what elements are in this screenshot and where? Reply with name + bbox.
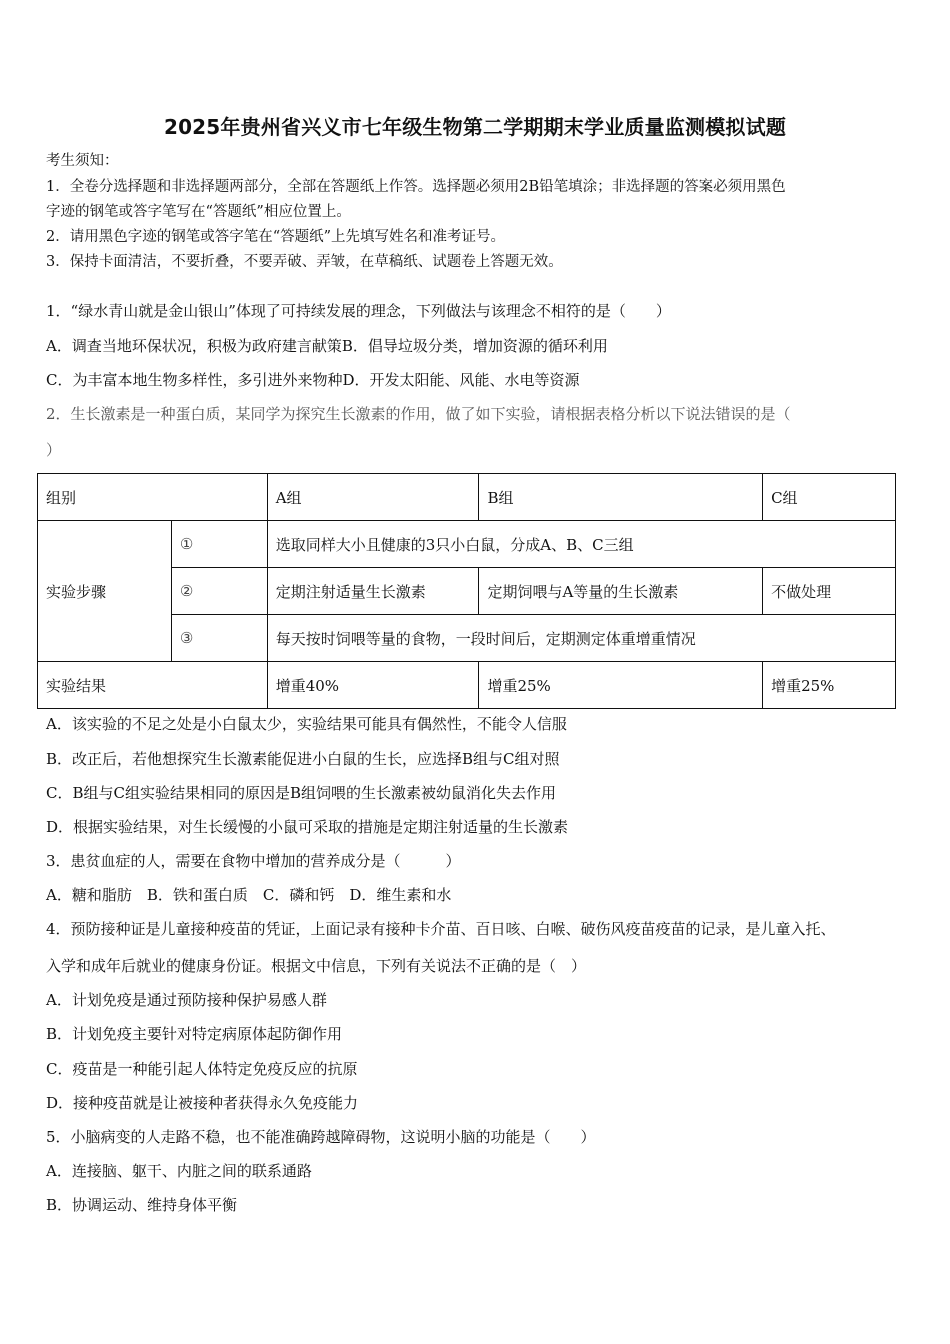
table-cell: A组 xyxy=(267,474,479,521)
table-cell: 每天按时饲喂等量的食物，一段时间后，定期测定体重增重情况 xyxy=(267,615,895,662)
table-cell: ② xyxy=(171,568,267,615)
table-cell: ① xyxy=(171,521,267,568)
table-cell: 增重40% xyxy=(267,662,479,709)
question-2-option: A．该实验的不足之处是小白鼠太少，实验结果可能具有偶然性，不能令人信服 xyxy=(46,715,567,733)
question-5-option: A．连接脑、躯干、内脏之间的联系通路 xyxy=(46,1162,312,1180)
question-1-options: C．为丰富本地生物多样性，多引进外来物种D．开发太阳能、风能、水电等资源 xyxy=(46,371,580,389)
table-cell: 实验结果 xyxy=(38,662,268,709)
notice-item: 2．请用黑色字迹的钢笔或答字笔在“答题纸”上先填写姓名和准考证号。 xyxy=(46,229,506,245)
question-2-option: B．改正后，若他想探究生长激素能促进小白鼠的生长，应选择B组与C组对照 xyxy=(46,750,560,768)
question-2-option: C．B组与C组实验结果相同的原因是B组饲喂的生长激素被幼鼠消化失去作用 xyxy=(46,784,557,802)
table-cell: 选取同样大小且健康的3只小白鼠，分成A、B、C三组 xyxy=(267,521,895,568)
table-cell: 增重25% xyxy=(763,662,896,709)
question-5-stem: 5．小脑病变的人走路不稳，也不能准确跨越障碍物，这说明小脑的功能是（ ） xyxy=(46,1128,596,1146)
question-2-option: D．根据实验结果，对生长缓慢的小鼠可采取的措施是定期注射适量的生长激素 xyxy=(46,818,569,836)
table-cell: ③ xyxy=(171,615,267,662)
exam-title: 2025年贵州省兴义市七年级生物第二学期期末学业质量监测模拟试题 xyxy=(163,115,787,139)
notice-item: 字迹的钢笔或答字笔写在“答题纸”相应位置上。 xyxy=(46,204,351,220)
question-1-options: A．调查当地环保状况，积极为政府建言献策B．倡导垃圾分类，增加资源的循环利用 xyxy=(46,337,608,355)
question-3-stem: 3．患贫血症的人，需要在食物中增加的营养成分是（ ） xyxy=(46,852,461,870)
question-2-stem-end: ） xyxy=(46,441,62,459)
question-5-option: B．协调运动、维持身体平衡 xyxy=(46,1196,238,1214)
table-row xyxy=(38,521,896,568)
table-cell: 定期饲喂与A等量的生长激素 xyxy=(479,568,763,615)
notice-item: 3．保持卡面清洁，不要折叠，不要弄破、弄皱，在草稿纸、试题卷上答题无效。 xyxy=(46,254,563,270)
question-4-option: A．计划免疫是通过预防接种保护易感人群 xyxy=(46,991,327,1009)
question-4-stem: 入学和成年后就业的健康身份证。根据文中信息，下列有关说法不正确的是（ ） xyxy=(46,957,587,975)
question-1-stem: 1．“绿水青山就是金山银山”体现了可持续发展的理念，下列做法与该理念不相符的是（ ） xyxy=(46,302,671,320)
table-cell: 实验步骤 xyxy=(38,521,172,662)
question-4-stem: 4．预防接种证是儿童接种疫苗的凭证，上面记录有接种卡介苗、百日咳、白喉、破伤风疫苗疫苗的记录，是儿童入托、 xyxy=(46,920,836,938)
table-cell: 定期注射适量生长激素 xyxy=(267,568,479,615)
question-4-option: C．疫苗是一种能引起人体特定免疫反应的抗原 xyxy=(46,1060,358,1078)
table-row xyxy=(38,474,896,521)
question-4-option: B．计划免疫主要针对特定病原体起防御作用 xyxy=(46,1025,343,1043)
table-cell: 组别 xyxy=(38,474,268,521)
question-2-stem: 2．生长激素是一种蛋白质，某同学为探究生长激素的作用，做了如下实验，请根据表格分析以下说法错误的是（ xyxy=(46,405,791,423)
experiment-table xyxy=(37,473,896,709)
notice-heading: 考生须知： xyxy=(46,153,119,169)
table-row xyxy=(38,662,896,709)
table-cell: 不做处理 xyxy=(763,568,896,615)
table-cell: 增重25% xyxy=(479,662,763,709)
table-cell: C组 xyxy=(763,474,896,521)
notice-item: 1．全卷分选择题和非选择题两部分，全部在答题纸上作答。选择题必须用2B铅笔填涂；非选择题的答案必须用黑色 xyxy=(46,179,786,195)
question-3-options: A．糖和脂肪 B．铁和蛋白质 C．磷和钙 D．维生素和水 xyxy=(46,886,452,904)
question-4-option: D．接种疫苗就是让被接种者获得永久免疫能力 xyxy=(46,1094,359,1112)
table-cell: B组 xyxy=(479,474,763,521)
